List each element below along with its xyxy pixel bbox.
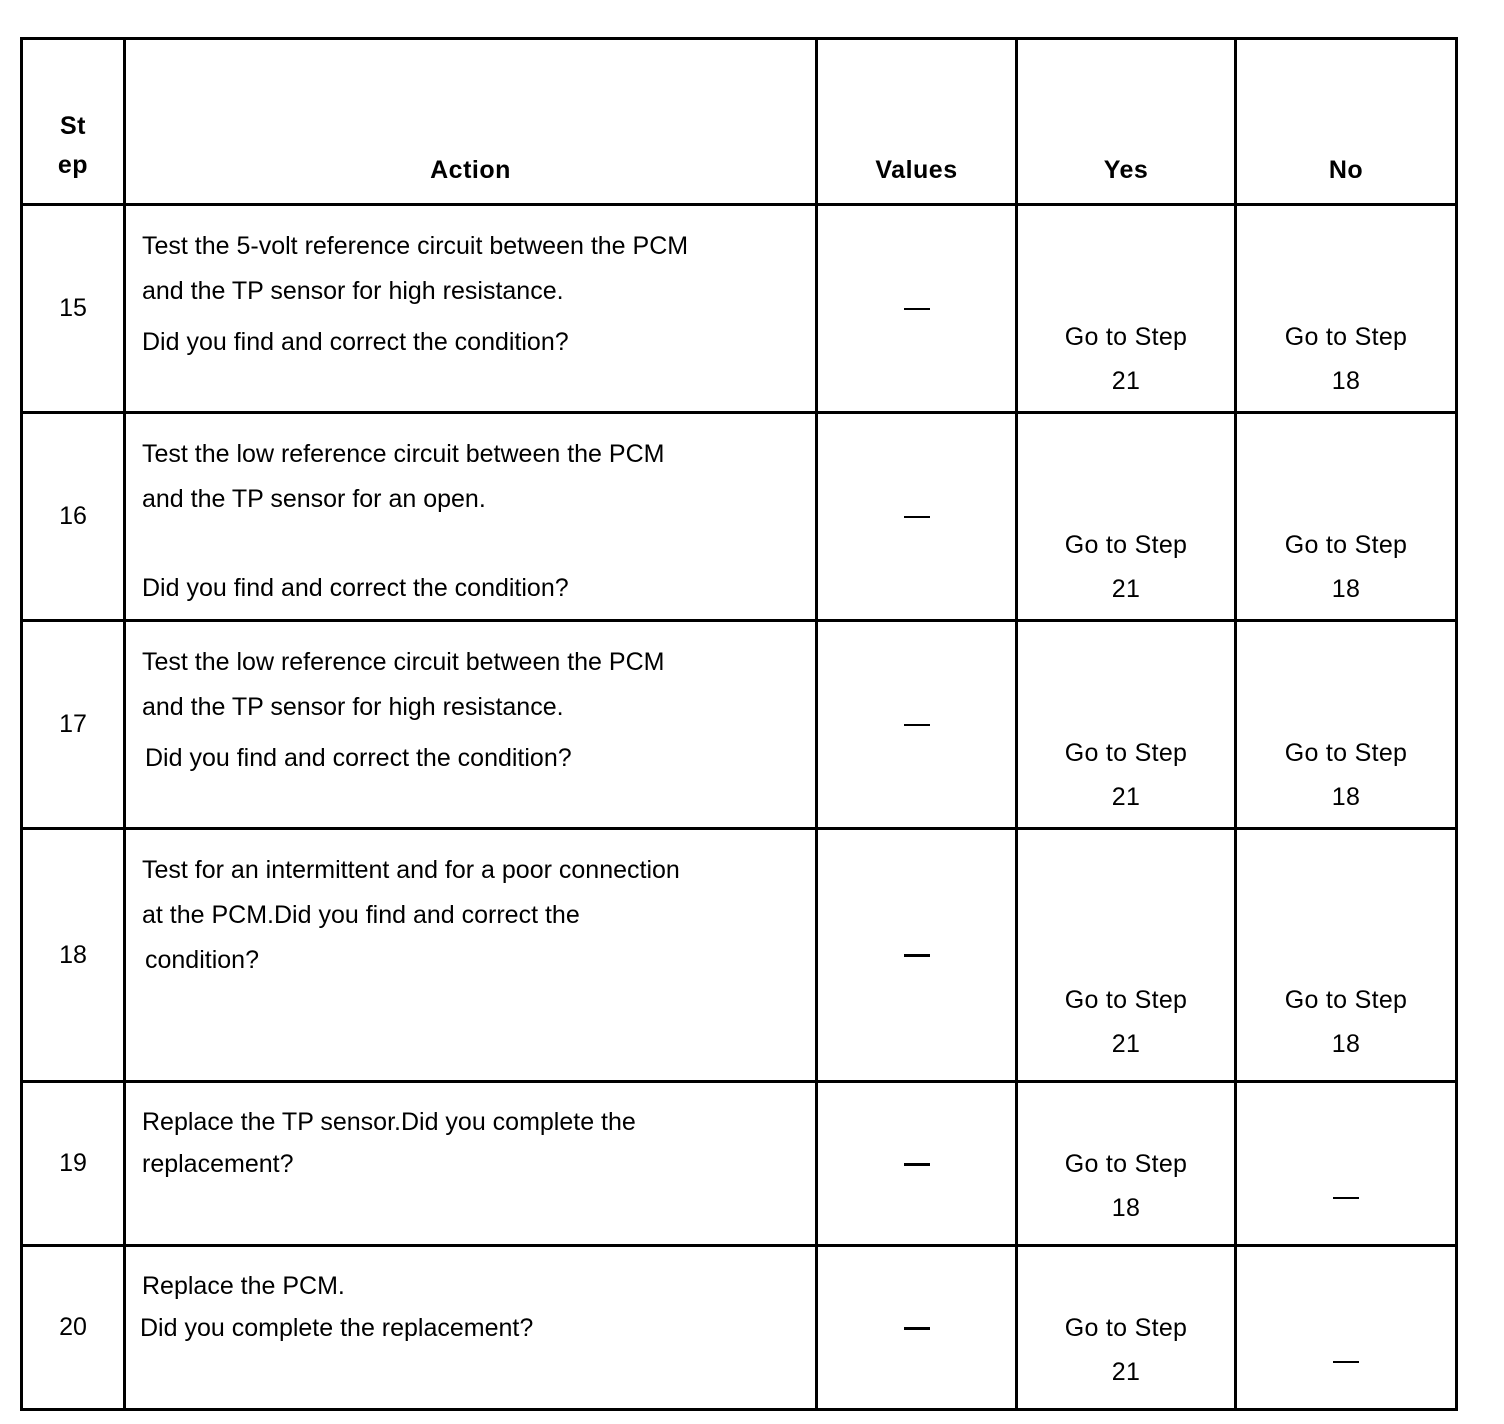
action-line: Test the 5-volt reference circuit between the PCM (142, 232, 689, 260)
step-number: 16 (22, 413, 125, 621)
diagnostic-table (20, 37, 1458, 1411)
action-cell (125, 829, 817, 1082)
action-line: Test the low reference circuit between the PCM (142, 648, 665, 676)
no-cell (1236, 1246, 1457, 1410)
header-action: Action (125, 39, 817, 205)
action-line: Did you find and correct the condition? (142, 574, 569, 602)
table-row (22, 413, 1457, 621)
action-line: Replace the TP sensor.Did you complete the (142, 1108, 636, 1136)
action-line: Test for an intermittent and for a poor connection (142, 856, 680, 884)
header-no: No (1236, 39, 1457, 205)
step-number: 17 (22, 621, 125, 829)
header-values: Values (817, 39, 1017, 205)
action-line: and the TP sensor for high resistance. (142, 693, 564, 721)
table-row (22, 621, 1457, 829)
table-row (22, 205, 1457, 413)
action-line: replacement? (142, 1150, 294, 1178)
value-cell (817, 1082, 1017, 1246)
action-line: Did you find and correct the condition? (145, 744, 572, 772)
table-row (22, 829, 1457, 1082)
no-cell: Go to Step 18 (1236, 413, 1457, 621)
action-line: and the TP sensor for an open. (142, 485, 486, 513)
value-cell (817, 829, 1017, 1082)
step-number: 18 (22, 829, 125, 1082)
action-line: condition? (145, 946, 259, 974)
yes-cell: Go to Step 21 (1017, 829, 1236, 1082)
value-cell (817, 621, 1017, 829)
action-cell (125, 1082, 817, 1246)
yes-cell: Go to Step 18 (1017, 1082, 1236, 1246)
value-cell (817, 413, 1017, 621)
table-row (22, 1246, 1457, 1410)
value-cell (817, 1246, 1017, 1410)
action-line: Did you complete the replacement? (140, 1314, 534, 1342)
header-yes: Yes (1017, 39, 1236, 205)
action-line: Did you find and correct the condition? (142, 328, 569, 356)
yes-cell: Go to Step 21 (1017, 1246, 1236, 1410)
action-line: at the PCM.Did you find and correct the (142, 901, 580, 929)
no-cell: Go to Step 18 (1236, 829, 1457, 1082)
header-step: St ep (22, 39, 125, 205)
action-cell (125, 205, 817, 413)
yes-cell: Go to Step 21 (1017, 205, 1236, 413)
yes-cell: Go to Step 21 (1017, 413, 1236, 621)
value-cell (817, 205, 1017, 413)
step-number: 19 (22, 1082, 125, 1246)
no-cell: Go to Step 18 (1236, 205, 1457, 413)
action-line: Replace the PCM. (142, 1272, 345, 1300)
step-number: 20 (22, 1246, 125, 1410)
no-cell: Go to Step 18 (1236, 621, 1457, 829)
step-number: 15 (22, 205, 125, 413)
action-cell (125, 621, 817, 829)
header-row (22, 39, 1457, 205)
table-row (22, 1082, 1457, 1246)
action-cell (125, 413, 817, 621)
action-line: and the TP sensor for high resistance. (142, 277, 564, 305)
yes-cell: Go to Step 21 (1017, 621, 1236, 829)
action-cell (125, 1246, 817, 1410)
no-cell (1236, 1082, 1457, 1246)
action-line: Test the low reference circuit between the PCM (142, 440, 665, 468)
